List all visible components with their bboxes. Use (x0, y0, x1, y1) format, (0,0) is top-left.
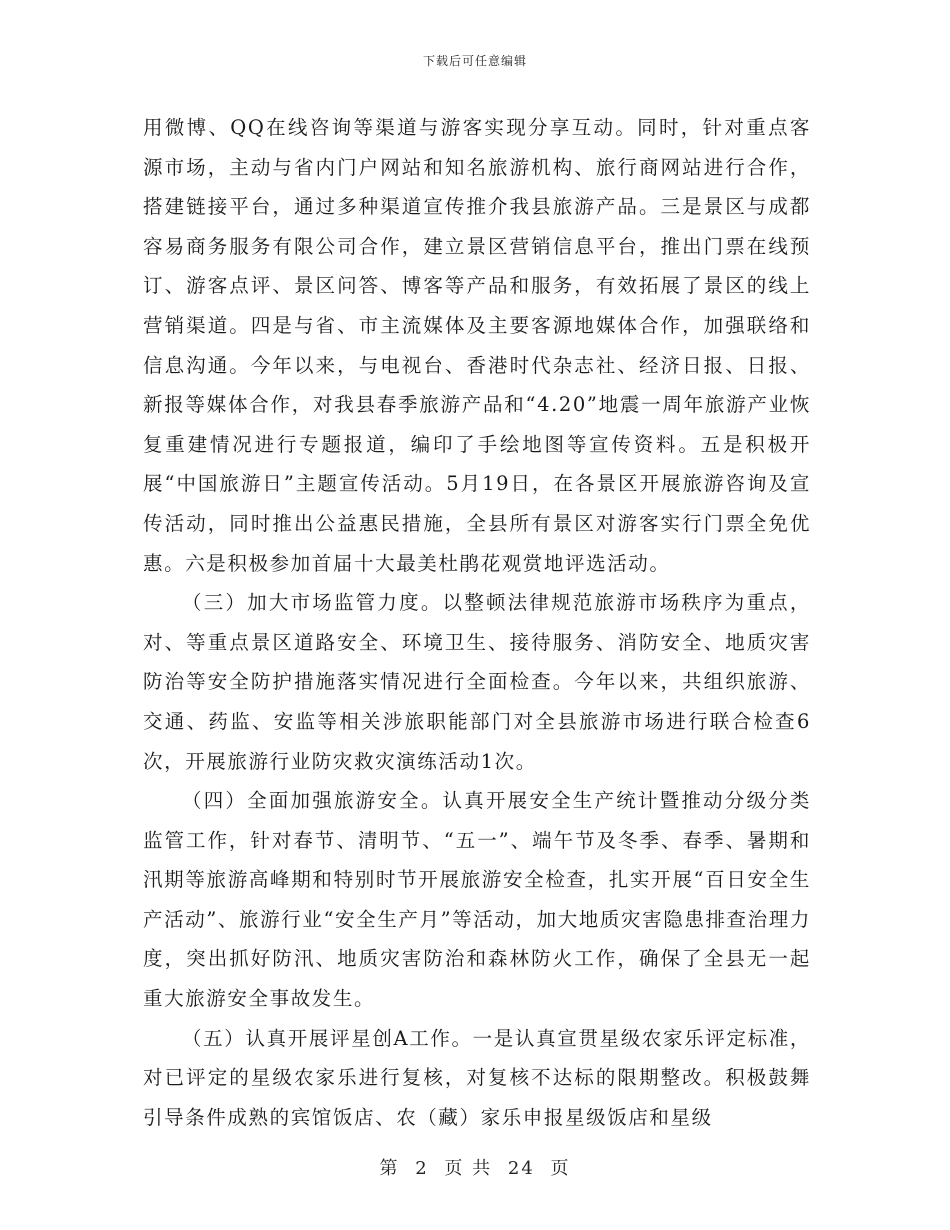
total-page-count: 24 (507, 1158, 535, 1179)
paragraph-3: （四）全面加强旅游安全。认真开展安全生产统计暨推动分级分类监管工作，针对春节、清明节、“五一”、端午节及冬季、春季、暑期和汛期等旅游高峰期和特别时节开展旅游安全检查，扎实开展“百日安全生产活动”、旅游行业“安全生产月”等活动，加大地质灾害隐患排查治理力度，突出抓好防汛、地质灾害防治和森林防火工作，确保了全县无一起重大旅游安全事故发生。 (143, 789, 811, 1011)
page-header: 下载后可任意编辑 (422, 54, 527, 68)
page-footer (0, 1154, 950, 1180)
paragraph-2: （三）加大市场监管力度。以整顿法律规范旅游市场秩序为重点，对、等重点景区道路安全、环境卫生、接待服务、消防安全、地质灾害防治等安全防护措施落实情况进行全面检查。今年以来，共组织旅游、交通、药监、安监等相关涉旅职能部门对全县旅游市场进行联合检查6次，开展旅游行业防灾救灾演练活动1次。 (143, 591, 811, 773)
current-page-number: 2 (415, 1158, 429, 1179)
footer-suffix: 页 (550, 1158, 571, 1179)
paragraph-1: 用微博、QQ在线咨询等渠道与游客实现分享互动。同时，针对重点客源市场，主动与省内门户网站和知名旅游机构、旅行商网站进行合作，搭建链接平台，通过多种渠道宣传推介我县旅游产品。三是景区与成都容易商务服务有限公司合作，建立景区营销信息平台，推出门票在线预订、游客点评、景区问答、博客等产品和服务，有效拓展了景区的线上营销渠道。四是与省、市主流媒体及主要客源地媒体合作，加强联络和信息沟通。今年以来，与电视台、香港时代杂志社、经济日报、日报、新报等媒体合作，对我县春季旅游产品和“4.20”地震一周年旅游产业恢复重建情况进行专题报道，编印了手绘地图等宣传资料。五是积极开展“中国旅游日”主题宣传活动。5月19日，在各景区开展旅游咨询及宣传活动，同时推出公益惠民措施，全县所有景区对游客实行门票全免优惠。六是积极参加首届十大最美杜鹃花观赏地评选活动。 (143, 116, 811, 575)
document-body (143, 108, 811, 1137)
footer-middle: 页 共 (444, 1158, 493, 1179)
paragraph-4: （五）认真开展评星创A工作。一是认真宣贯星级农家乐评定标准，对已评定的星级农家乐进行复核，对复核不达标的限期整改。积极鼓舞引导条件成熟的宾馆饭店、农（藏）家乐申报星级饭店和星级 (143, 1026, 811, 1129)
footer-prefix: 第 (379, 1158, 400, 1179)
